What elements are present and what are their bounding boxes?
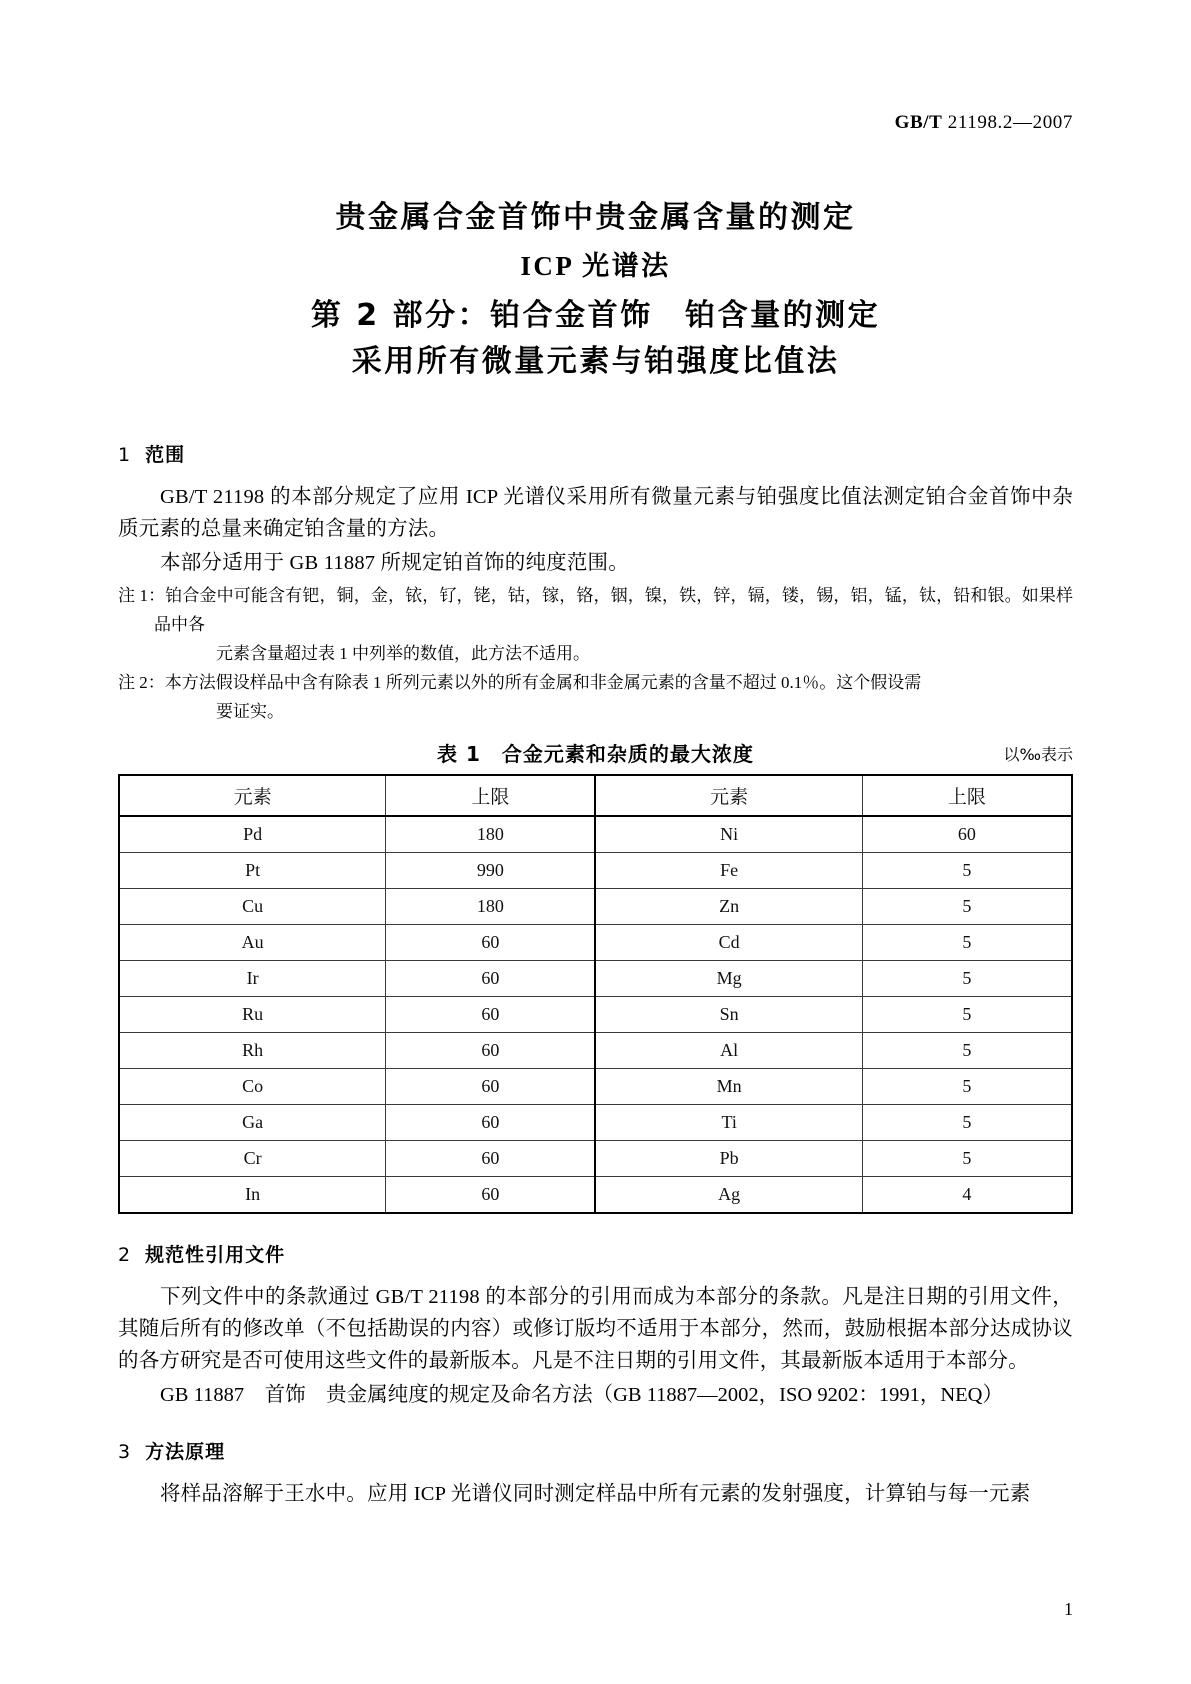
cell-element-right: Zn [595, 889, 862, 925]
cell-element-left: Co [119, 1069, 386, 1105]
cell-limit-left: 180 [386, 816, 596, 853]
table-header-row [119, 775, 1072, 816]
cell-element-right: Pb [595, 1141, 862, 1177]
table-row [119, 853, 1072, 889]
table-row [119, 925, 1072, 961]
table-header-limit-left: 上限 [386, 775, 596, 816]
section-1-note-2 [118, 668, 1073, 726]
cell-element-right: Mg [595, 961, 862, 997]
cell-limit-right: 5 [862, 997, 1072, 1033]
cell-element-right: Al [595, 1033, 862, 1069]
section-title-2: 规范性引用文件 [145, 1244, 286, 1266]
cell-element-left: Cu [119, 889, 386, 925]
note-2-label: 注 2： [118, 673, 165, 692]
cell-limit-right: 5 [862, 925, 1072, 961]
table-row [119, 1033, 1072, 1069]
title-line-3: 第 2 部分：铂合金首饰 铂含量的测定 [310, 298, 881, 333]
note-1-continuation: 元素含量超过表 1 中列举的数值，此方法不适用。 [216, 644, 590, 663]
section-title-3: 方法原理 [145, 1441, 226, 1463]
cell-limit-left: 180 [386, 889, 596, 925]
note-1-text: 铂合金中可能含有钯，铜，金，铱，钌，铑，钴，镓，铬，铟，镍，铁，锌，镉，镂，锡，铝，锰，钛，铅和银。如果样品中各 [154, 586, 1074, 634]
cell-element-left: Ru [119, 997, 386, 1033]
cell-element-right: Mn [595, 1069, 862, 1105]
table-caption-row [118, 738, 1073, 766]
section-title-1: 范围 [145, 444, 186, 466]
document-title-block [0, 196, 1191, 384]
cell-element-left: In [119, 1177, 386, 1214]
cell-limit-left: 60 [386, 1033, 596, 1069]
section-1-paragraph-2: 本部分适用于 GB 11887 所规定铂首饰的纯度范围。 [160, 552, 629, 574]
document-body [118, 440, 1073, 1512]
note-2-text: 本方法假设样品中含有除表 1 所列元素以外的所有金属和非金属元素的含量不超过 0.1％。这个假设需 [164, 673, 922, 692]
cell-element-left: Pd [119, 816, 386, 853]
section-1-note-1 [118, 581, 1073, 668]
section-3-paragraph-1: 将样品溶解于王水中。应用 ICP 光谱仪同时测定样品中所有元素的发射强度，计算铂与每一元素 [160, 1483, 1031, 1505]
title-line-2: ICP 光谱法 [520, 251, 671, 281]
cell-limit-left: 990 [386, 853, 596, 889]
section-2-reference: GB 11887 首饰 贵金属纯度的规定及命名方法（GB 11887—2002，ISO 9202：1991，NEQ） [160, 1384, 1003, 1406]
section-number-2: 2 [118, 1244, 132, 1266]
cell-element-left: Ga [119, 1105, 386, 1141]
cell-limit-right: 5 [862, 961, 1072, 997]
cell-element-right: Sn [595, 997, 862, 1033]
table-header-limit-right: 上限 [862, 775, 1072, 816]
cell-element-right: Fe [595, 853, 862, 889]
cell-element-right: Ti [595, 1105, 862, 1141]
table-unit-note: 以‰表示 [1003, 745, 1073, 764]
table-row [119, 997, 1072, 1033]
cell-element-left: Ir [119, 961, 386, 997]
cell-limit-left: 60 [386, 1069, 596, 1105]
cell-limit-left: 60 [386, 925, 596, 961]
section-heading-3 [118, 1437, 1073, 1464]
table-row [119, 1141, 1072, 1177]
section-heading-2 [118, 1240, 1073, 1267]
table-row [119, 1105, 1072, 1141]
table-row [119, 961, 1072, 997]
running-header [895, 112, 1073, 134]
cell-limit-left: 60 [386, 1177, 596, 1214]
cell-limit-right: 4 [862, 1177, 1072, 1214]
cell-limit-right: 5 [862, 1069, 1072, 1105]
section-number-3: 3 [118, 1441, 132, 1463]
table-row [119, 816, 1072, 853]
cell-limit-right: 5 [862, 1141, 1072, 1177]
section-1-paragraph-1: GB/T 21198 的本部分规定了应用 ICP 光谱仪采用所有微量元素与铂强度比值法测定铂合金首饰中杂质元素的总量来确定铂含量的方法。 [118, 486, 1073, 540]
cell-limit-right: 5 [862, 1033, 1072, 1069]
cell-limit-left: 60 [386, 1141, 596, 1177]
standard-number: 21198.2—2007 [947, 112, 1073, 133]
cell-element-left: Pt [119, 853, 386, 889]
note-2-continuation: 要证实。 [216, 702, 284, 721]
cell-element-right: Cd [595, 925, 862, 961]
table-caption: 表 1 合金元素和杂质的最大浓度 [437, 742, 754, 766]
section-2-paragraph-1: 下列文件中的条款通过 GB/T 21198 的本部分的引用而成为本部分的条款。凡是注日期的引用文件，其随后所有的修改单（不包括勘误的内容）或修订版均不适用于本部分，然而，鼓励根据本部分达成协议的各方研究是否可使用这些文件的最新版本。凡是不注日期的引用文件，其最新版本适用于本部分。 [118, 1286, 1073, 1372]
cell-element-left: Au [119, 925, 386, 961]
alloy-limits-table [118, 774, 1073, 1214]
cell-limit-right: 5 [862, 889, 1072, 925]
page-number: 1 [1064, 1599, 1073, 1619]
title-line-4: 采用所有微量元素与铂强度比值法 [351, 344, 840, 379]
title-line-1: 贵金属合金首饰中贵金属含量的测定 [335, 200, 856, 235]
table-body [119, 816, 1072, 1213]
cell-limit-left: 60 [386, 997, 596, 1033]
table-row [119, 1069, 1072, 1105]
cell-limit-left: 60 [386, 961, 596, 997]
cell-element-left: Rh [119, 1033, 386, 1069]
standard-prefix: GB/T [894, 112, 943, 133]
table-header-element-right: 元素 [595, 775, 862, 816]
section-number-1: 1 [118, 444, 132, 466]
table-header-element-left: 元素 [119, 775, 386, 816]
table-row [119, 889, 1072, 925]
cell-element-left: Cr [119, 1141, 386, 1177]
note-1-label: 注 1： [118, 586, 166, 605]
section-heading-1 [118, 440, 1073, 467]
cell-element-right: Ag [595, 1177, 862, 1214]
table-row [119, 1177, 1072, 1214]
cell-element-right: Ni [595, 816, 862, 853]
cell-limit-right: 5 [862, 853, 1072, 889]
cell-limit-right: 5 [862, 1105, 1072, 1141]
cell-limit-left: 60 [386, 1105, 596, 1141]
cell-limit-right: 60 [862, 816, 1072, 853]
